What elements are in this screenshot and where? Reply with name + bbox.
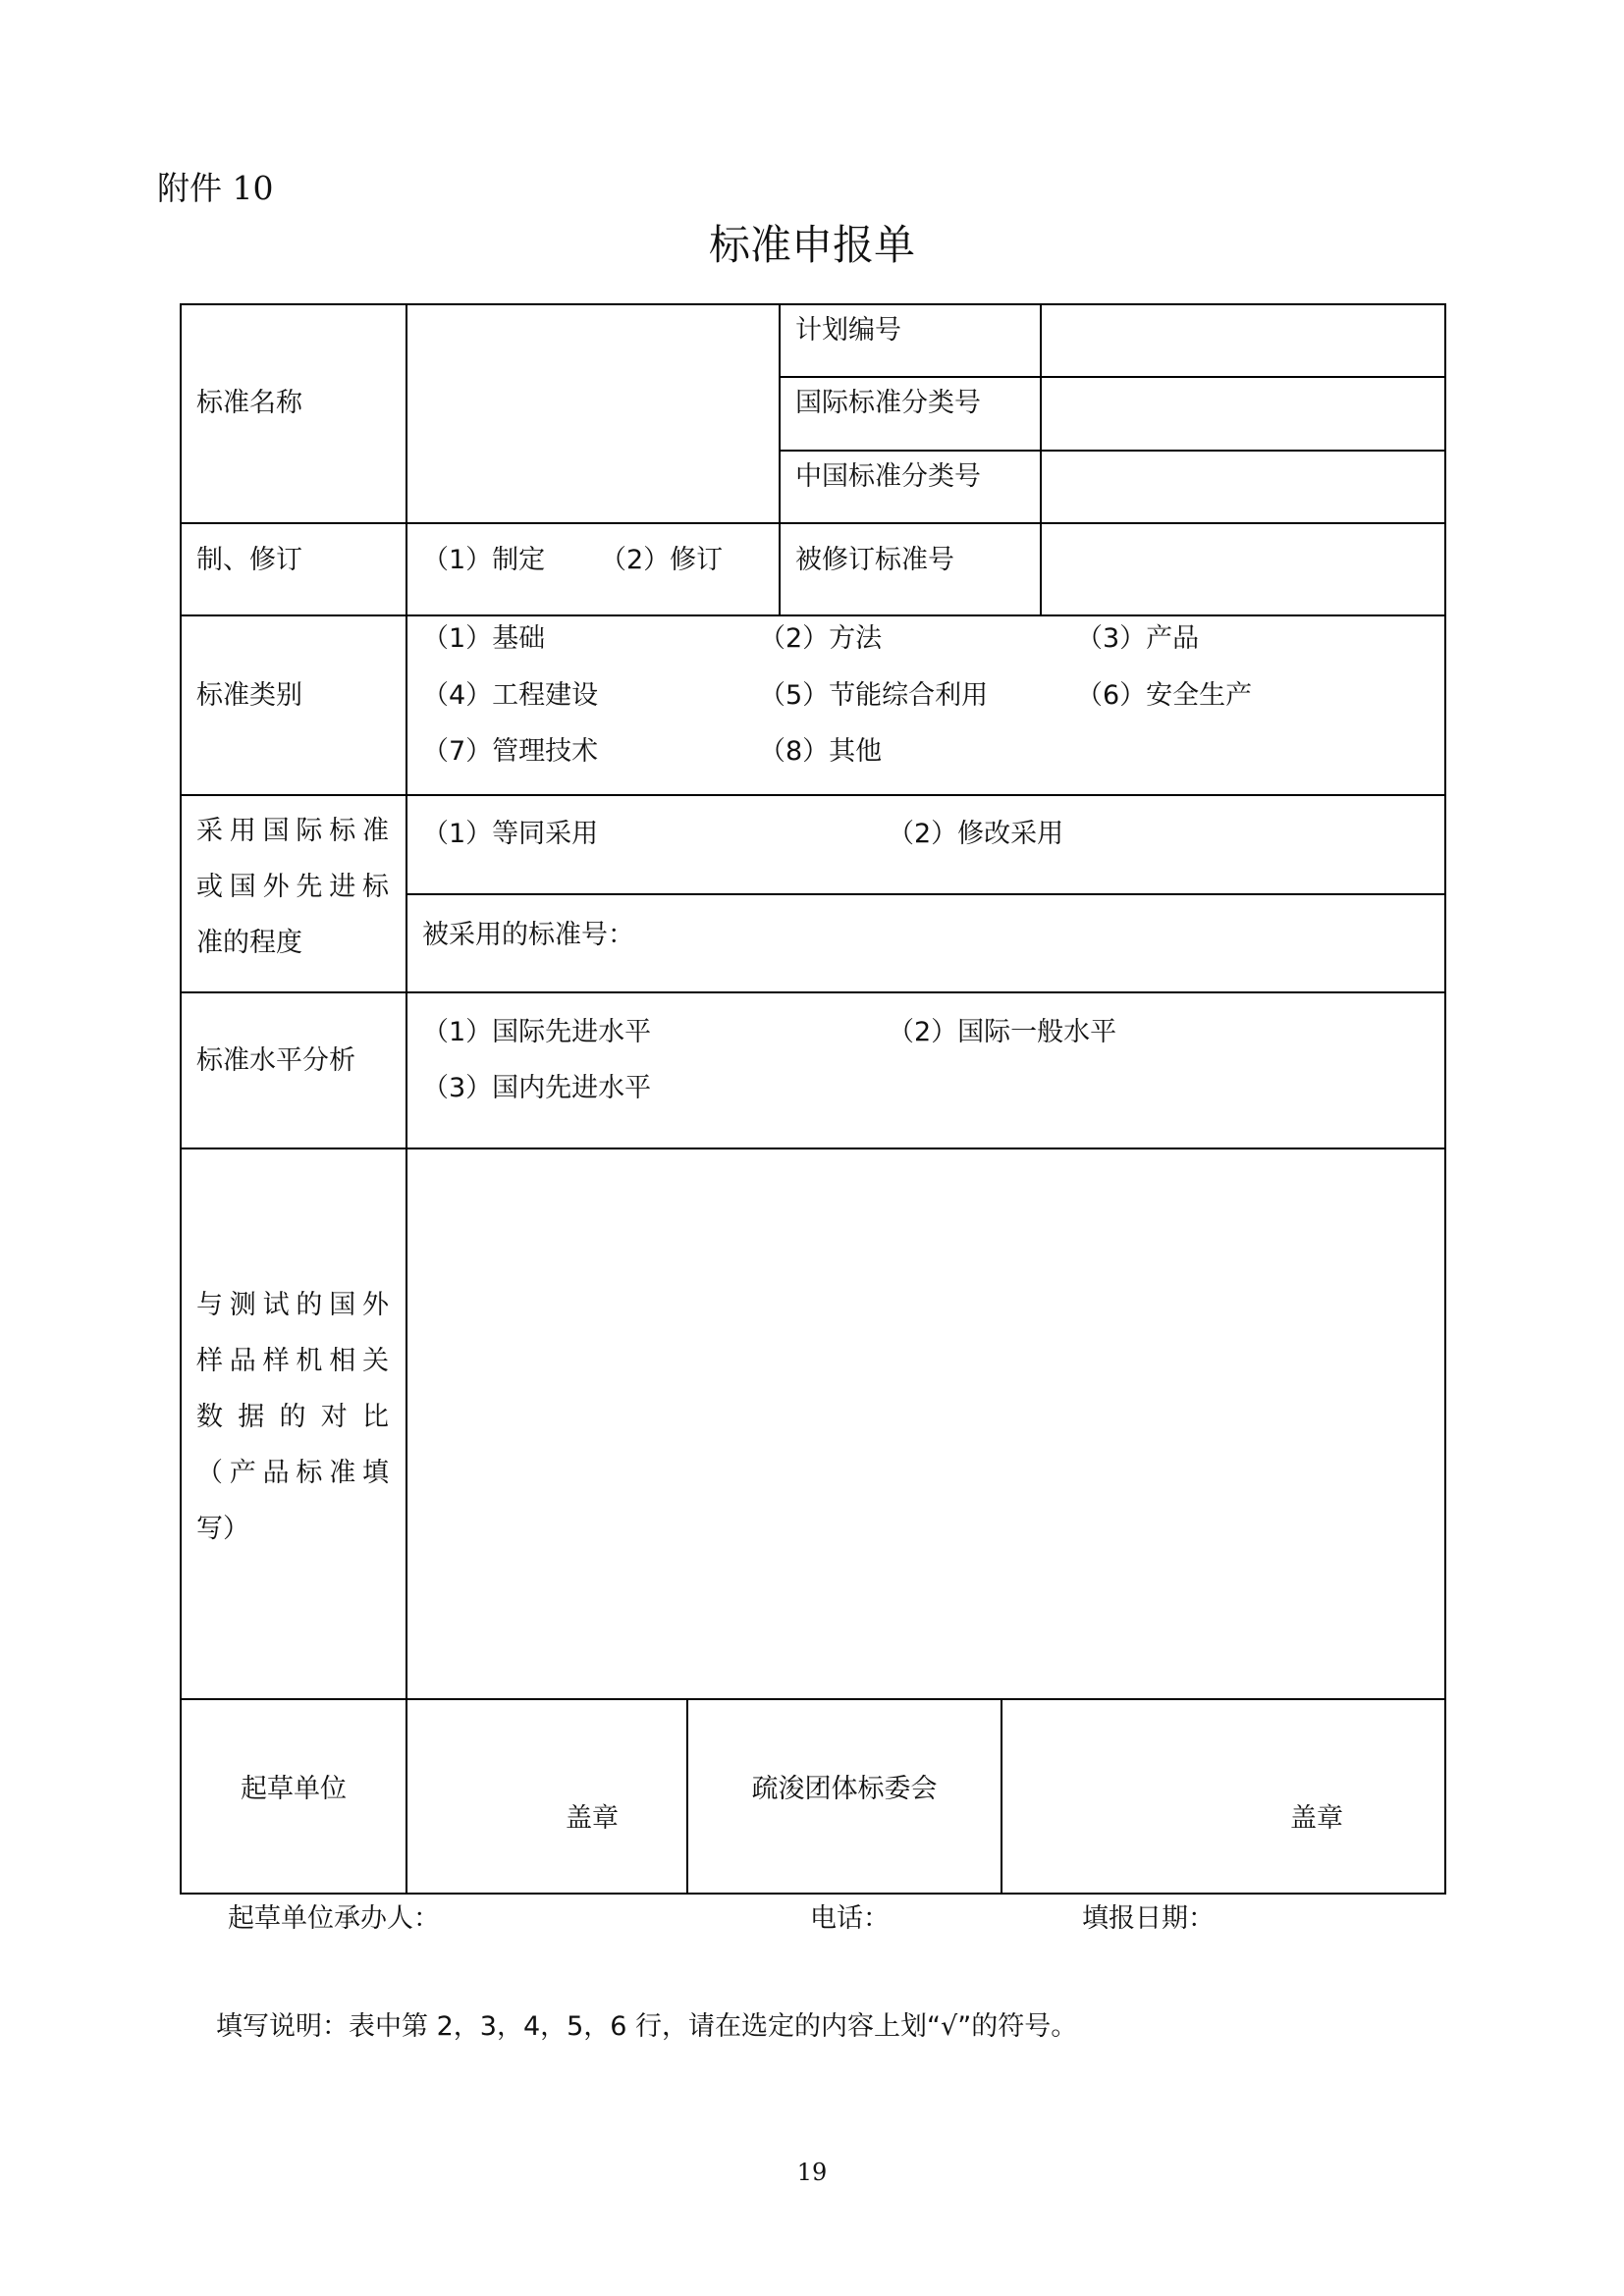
row1-sub-line-2 [779, 450, 1446, 452]
plan-number-label: 计划编号 [795, 315, 901, 346]
adoption-degree-label-line-1: 采用国际标准 [196, 816, 389, 846]
ics-label: 国际标准分类号 [795, 388, 981, 418]
drafting-unit-label: 起草单位 [241, 1774, 347, 1804]
comparison-label-line-4: （产品标准填 [196, 1458, 389, 1488]
adoption-degree-label-line-3: 准的程度 [196, 928, 302, 958]
phone-label: 电话： [810, 1903, 890, 1934]
committee-label: 疏浚团体标委会 [751, 1774, 938, 1804]
category-option-1[interactable]: （1）基础 [422, 623, 546, 654]
ccs-field[interactable] [1043, 453, 1442, 520]
row-divider-1 [180, 522, 1446, 524]
row1-sub-line-1 [779, 376, 1446, 378]
row-divider-3 [180, 794, 1446, 796]
category-option-3[interactable]: （3）产品 [1076, 623, 1200, 654]
page-title: 标准申报单 [708, 221, 915, 269]
table-border-bottom [180, 1893, 1446, 1895]
category-option-6[interactable]: （6）安全生产 [1076, 680, 1253, 711]
category-option-8[interactable]: （8）其他 [759, 736, 883, 767]
option-identical-adoption[interactable]: （1）等同采用 [422, 819, 599, 849]
adoption-degree-label-line-2: 或国外先进标 [196, 872, 389, 902]
comparison-label-line-5: 写） [196, 1514, 249, 1544]
row-divider-2 [180, 614, 1446, 616]
option-modified-adoption[interactable]: （2）修改采用 [888, 819, 1064, 849]
contact-person-label: 起草单位承办人： [228, 1903, 440, 1934]
row-divider-5 [180, 1148, 1446, 1149]
revision-type-label: 制、修订 [196, 545, 302, 575]
attachment-label: 附件 10 [157, 169, 274, 207]
row-divider-6 [180, 1698, 1446, 1700]
committee-field[interactable] [1003, 1701, 1442, 1891]
comparison-label-line-1: 与测试的国外 [196, 1290, 389, 1320]
row7-line-b [1001, 1698, 1002, 1895]
category-option-4[interactable]: （4）工程建设 [422, 680, 599, 711]
comparison-label-line-3: 数 据 的 对 比 [196, 1402, 389, 1432]
ics-field[interactable] [1043, 379, 1442, 448]
fill-instructions: 填写说明：表中第 2，3，4，5，6 行，请在选定的内容上划“√”的符号。 [216, 2011, 1078, 2042]
option-intl-general[interactable]: （2）国际一般水平 [888, 1017, 1117, 1047]
table-border-right [1444, 303, 1446, 1895]
category-option-5[interactable]: （5）节能综合利用 [759, 680, 989, 711]
row-divider-4 [180, 991, 1446, 993]
option-domestic-advanced[interactable]: （3）国内先进水平 [422, 1073, 652, 1103]
ccs-label: 中国标准分类号 [795, 461, 981, 492]
seal-label-1: 盖章 [566, 1803, 619, 1834]
label-column-line [406, 303, 407, 1895]
adopted-standard-label: 被采用的标准号： [422, 920, 634, 950]
comparison-label-line-2: 样品样机相关 [196, 1346, 389, 1376]
page-number: 19 [796, 2159, 828, 2186]
option-intl-advanced[interactable]: （1）国际先进水平 [422, 1017, 652, 1047]
drafting-unit-field[interactable] [408, 1701, 684, 1891]
standard-name-field[interactable] [408, 306, 777, 520]
revised-standard-label: 被修订标准号 [795, 545, 954, 575]
row1-2-mid-line [779, 303, 781, 616]
seal-label-2: 盖章 [1290, 1803, 1343, 1834]
category-option-7[interactable]: （7）管理技术 [422, 736, 599, 767]
fill-date-label: 填报日期： [1082, 1903, 1215, 1934]
option-establish[interactable]: （1）制定 [422, 545, 546, 575]
comparison-field[interactable] [408, 1150, 1442, 1696]
revised-standard-field[interactable] [1043, 525, 1442, 613]
category-option-2[interactable]: （2）方法 [759, 623, 883, 654]
plan-number-field[interactable] [1043, 306, 1442, 374]
standard-name-label: 标准名称 [196, 388, 302, 418]
row4-sub-line [406, 893, 1446, 895]
level-analysis-label: 标准水平分析 [196, 1045, 355, 1076]
table-border-top [180, 303, 1446, 305]
row1-2-value-line [1040, 303, 1042, 616]
standard-category-label: 标准类别 [196, 680, 302, 711]
comparison-label [196, 1277, 389, 1557]
table-border-left [180, 303, 182, 1895]
option-revise[interactable]: （2）修订 [600, 545, 724, 575]
adoption-degree-label [196, 803, 389, 971]
